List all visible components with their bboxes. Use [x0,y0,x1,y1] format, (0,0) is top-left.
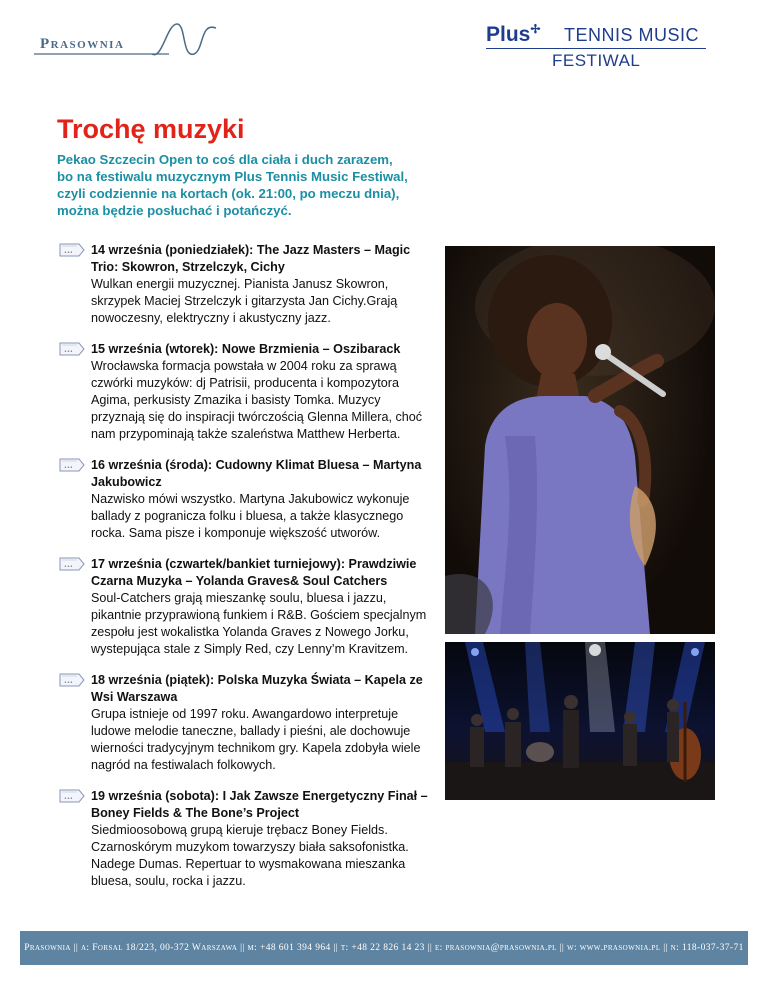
event-item-6 [57,788,437,890]
event-description: Wulkan energii muzycznej. Pianista Janusz Skowron, skrzypek Maciej Strzelczyk i gitarzysta Jan Cichy.Grają nowoczesny, elektryczny i akustyczny jazz. [91,277,398,325]
event-heading: 19 września (sobota): I Jak Zawsze Energetyczny Finał – Boney Fields & The Bone’s Project [91,789,428,820]
band-stage-photo [445,642,715,800]
festival-wordmark: FESTIWAL [552,51,641,70]
ticket-icon [57,342,85,356]
event-item-5 [57,672,437,774]
singer-illustration [445,246,715,634]
event-list [57,242,437,904]
svg-text:•••: ••• [64,796,73,802]
ticket-icon [57,673,85,687]
contact-footer [20,931,748,965]
svg-text:•••: ••• [64,564,73,570]
event-heading: 14 września (poniedziałek): The Jazz Masters – Magic Trio: Skowron, Strzelczyk, Cichy [91,243,411,274]
event-heading: 17 września (czwartek/bankiet turniejowy): Prawdziwie Czarna Muzyka – Yolanda Graves& Soul Catchers [91,557,417,588]
event-heading: 16 września (środa): Cudowny Klimat Bluesa – Martyna Jakubowicz [91,458,422,489]
ticket-icon [57,458,85,472]
event-heading: 15 września (wtorek): Nowe Brzmienia – Oszibarack [91,342,401,356]
event-description: Grupa istnieje od 1997 roku. Awangardowo interpretuje ludowe melodie taneczne, ballady i pieśni, ale dochowuje wierności tradycyjnym technikom gry. Kapela zdobyła wiele nagród na festiwalach folkowych. [91,707,421,772]
logo-divider [486,48,706,49]
page-title: Trochę muzyki [57,114,245,144]
event-item-3 [57,457,437,542]
svg-text:•••: ••• [64,465,73,471]
footer-contact-text: Prasownia || a: Forsal 18/223, 00-372 Warszawa || m: +48 601 394 964 || t: +48 22 826 14 23 || e: prasownia@prasownia.pl || w: www.prasownia.pl || n: 118-037-37-71 [24,943,744,953]
lead-paragraph: Pekao Szczecin Open to coś dla ciała i duch zarazem, bo na festiwalu muzycznym Plus Tennis Music Festiwal, czyli codziennie na kortach (ok. 21:00, po meczu dnia), można będzie posłuchać i potańczyć. [57,152,408,218]
event-description: Wrocławska formacja powstała w 2004 roku za sprawą czwórki muzyków: dj Patrisii, producenta i kompozytora Agima, perkusisty Zmazika i basisty Tomka. Muzycy przyznają się do inspiracji twórczością Glenna Millera, choć nam przypominają także szaleństwa Matthew Herberta. [91,359,423,441]
event-item-1 [57,242,437,327]
event-item-2 [57,341,437,443]
event-description: Siedmioosobową grupą kieruje trębacz Boney Fields. Czarnoskórym muzykom towarzyszy biała saksofonistka. Nadege Dumas. Repertuar to wysmakowana mieszanka bluesa, soulu, rocka i jazzu. [91,823,409,888]
band-illustration [445,642,715,800]
event-description: Soul-Catchers grają mieszankę soulu, bluesa i jazzu, pikantnie przyprawioną funkiem i R&B. Gościem specjalnym zespołu jest wokalistka Yolanda Graves z Nowego Jorku, wystepująca stale z Simply Red, czy Lenny’m Kravitzem. [91,591,427,656]
plus-wordmark: Plus✢ [486,22,541,46]
ticket-icon [57,557,85,571]
event-heading: 18 września (piątek): Polska Muzyka Świata – Kapela ze Wsi Warszawa [91,673,423,704]
ticket-icon [57,243,85,257]
svg-text:•••: ••• [64,250,73,256]
prasownia-wordmark: Prasownia [40,36,125,52]
prasownia-logo [34,14,224,64]
festival-logo [486,22,716,74]
event-item-4 [57,556,437,658]
plus-star-icon: ✢ [530,22,541,36]
svg-text:•••: ••• [64,680,73,686]
tennis-music-wordmark: TENNIS MUSIC [564,25,700,45]
ticket-icon [57,789,85,803]
singer-photo [445,246,715,634]
svg-text:•••: ••• [64,349,73,355]
event-description: Nazwisko mówi wszystko. Martyna Jakubowicz wykonuje ballady z pogranicza folku i bluesa, a także klasycznego rocka. Sama pisze i komponuje większość utworów. [91,492,410,540]
